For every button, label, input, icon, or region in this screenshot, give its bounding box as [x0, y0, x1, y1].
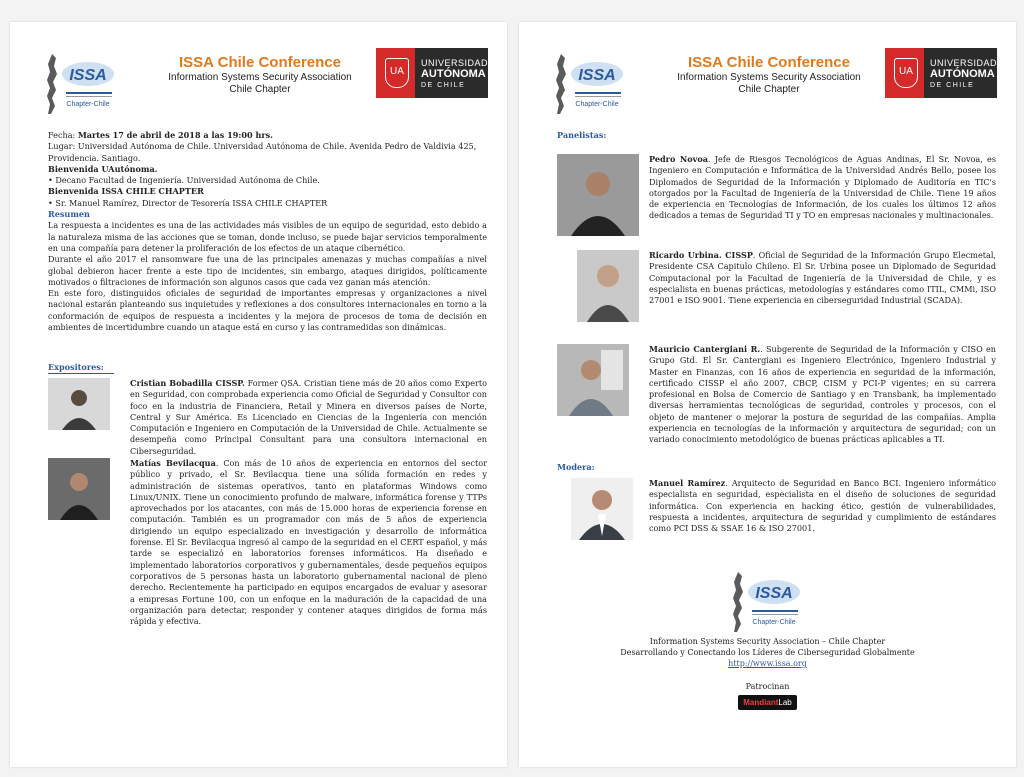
fecha-line: Fecha: Martes 17 de abril de 2018 a las 19:00 hrs.: [48, 130, 273, 140]
bienvenida-issa: Bienvenida ISSA CHILE CHAPTER: [48, 186, 204, 197]
panelist-bio: Pedro Novoa. Jefe de Riesgos Tecnológicos de Aguas Andinas, El Sr. Novoa, es Ingeniero en Computación e Informática de la Universidad Andrés Bello, posee los Diplomados de Seguridad de la Información y Diplomado de Auditoría en TIC's otorgados por la Facultad de Ingeniería de la Universidad de Chile. Tiene 19 años de experiencia en Tecnologías de Información, de los cuales los últimos 12 años dedicados a temas de Seguridad TI y TO en empresas nacionales y multinacionales.: [649, 154, 996, 221]
issa-chile-logo: [44, 52, 120, 118]
issa-chile-logo: [730, 570, 806, 636]
universidad-autonoma-logo: UA UNIVERSIDAD AUTÓNOMA DE CHILE: [376, 48, 488, 98]
universidad-autonoma-logo: UA UNIVERSIDAD AUTÓNOMA DE CHILE: [885, 48, 997, 98]
panelist-photo: [577, 250, 639, 322]
panelist-name: Ricardo Urbina. CISSP: [649, 250, 753, 260]
speaker-bio: Matías Bevilacqua. Con más de 10 años de experiencia en entornos del sector público y privado, el Sr. Bevilacqua tiene una sólida formación en redes y administración de sistemas operativos, tanto en plataformas Windows como Linux/UNIX. Tiene un conocimiento profundo de malware, informática forense y TTPs aprovechados por los atacantes, con más de 15.000 horas de experiencia forense en computación. También es un programador con más de 5 años de experiencia dirigiendo un equipo especializado en investigación y desarrollo de informática forense. El Sr. Bevilacqua ingresó al campo de la seguridad en el CERT español, y más tarde se especializó en laboratorios forenses informáticos. Ha diseñado e implementado laboratorios corporativos y gubernamentales, desde pequeños equipos corporativos de 5 personas hasta un laboratorio gubernamental nacional de pleno derecho. Recientemente ha participado en equipos encargados de evaluar y asesorar a empresas Fortune 100, con un enfoque en la maduración de la capacidad de una organización para detectar, responder y contener ataques dirigidos de forma más rápida y efectiva.: [130, 458, 487, 627]
chapter-name: Chile Chapter: [738, 84, 800, 95]
speaker-bio: Cristian Bobadilla CISSP. Former QSA. Cristian tiene más de 20 años como Experto en Seguridad, con comprobada experiencia como Oficial de Seguridad y Consultor con foco en la industria de Financiera, Retail y Minera en diversos países de Norte, Central y Sur América. Es Licenciado en Ciencias de la Ingeniería con mención Computación e Ingeniero en Computación de la Universidad de Chile. Actualmente se desempeña como Principal Consultant para una consultora internacional en Ciberseguridad.: [130, 378, 487, 456]
panelistas-heading: Panelistas:: [557, 130, 607, 140]
moderator-photo: [571, 478, 633, 540]
panelist-bio: Ricardo Urbina. CISSP. Oficial de Seguridad de la Información Grupo Elecmetal, Presidente CSA Capitulo Chileno. El Sr. Urbina posee un Diplomado de Seguridad Computacional por la Facultad de Ingeniería de la Universidad de Chile, y es especialista en buenas prácticas, metodologías y estándares como ITIL, CMMi, ISO 27001 e ISO 9001. Tiene experiencia en ciberseguridad Industrial (SCADA).: [649, 250, 996, 306]
footer-association: Information Systems Security Association – Chile Chapter: [649, 637, 886, 646]
document-page-left: [10, 22, 507, 767]
panelistas-section: [557, 130, 996, 141]
resumen-heading: Resumen: [48, 209, 90, 220]
panelist-name: Pedro Novoa: [649, 154, 708, 164]
speaker-card: [48, 458, 487, 658]
panelist-card: [557, 344, 996, 464]
panelist-bio: Mauricio Cantergiani R.. Subgerente de Seguridad de la Información y CISO en Grupo Gtd. El Sr. Cantergiani es Ingeniero Electrónico, Ingeniero Industrial y Master en Finanzas, con 16 años de experiencia en seguridad de la información, certificado CISSP el año 2007, CBCP, CISM y PCI-P vigentes; en su carrera profesional en Bolsa de Comercio de Santiago y en Transbank, ha implementado diversas herramientas tecnológicas de seguridad, controles y procesos, con el objeto de mantener o mejorar la postura de seguridad de las compañías. Amplia experiencia en tecnologías de la información y arquitectura de seguridad; con un variado conocimiento metodológico de buenas prácticas aplicables a TI.: [649, 344, 997, 445]
document-page-right: [519, 22, 1016, 767]
issa-chile-logo: [553, 52, 629, 118]
footer-tagline: Desarrollando y Conectando los Líderes de Ciberseguridad Globalmente: [620, 648, 915, 657]
association-name: Information Systems Security Association: [168, 72, 352, 83]
panelist-photo: [557, 344, 629, 416]
panelist-name: Mauricio Cantergiani R.: [649, 344, 761, 354]
bienvenida-ua: Bienvenida UAutónoma.: [48, 163, 158, 174]
svg-text:ISSA: ISSA: [578, 67, 616, 84]
speaker-photo: [48, 458, 110, 520]
moderator-name: Manuel Ramírez: [649, 478, 726, 488]
svg-text:Chapter-Chile: Chapter-Chile: [66, 101, 110, 108]
speaker-name: Matías Bevilacqua: [130, 458, 216, 468]
resumen-paragraph-2: Durante el año 2017 el ransomware fue una de las principales amenazas y muchas compañías a nivel global debieron hacer frente a este tipo de incidentes, sin embargo, ataques dirigidos, políticamente motivados o filtraciones de información son algunos casos que cada vez ganan más atención.: [48, 254, 487, 287]
page-header: [519, 46, 1016, 116]
svg-text:Chapter-Chile: Chapter-Chile: [751, 619, 796, 626]
panelist-photo: [557, 154, 639, 236]
decano-line: • Decano Facultad de Ingeniería. Universidad Autónoma de Chile.: [48, 175, 320, 186]
event-info: [48, 130, 487, 333]
speaker-photo: [48, 378, 110, 430]
modera-section: [557, 462, 996, 473]
footer: [519, 570, 1016, 710]
expositores-section: [48, 362, 487, 373]
speaker-card: [48, 378, 487, 458]
moderator-card: [557, 478, 996, 548]
ua-shield-icon: UA: [385, 58, 409, 88]
chapter-name: Chile Chapter: [229, 84, 291, 95]
association-name: Information Systems Security Association: [677, 72, 861, 83]
conference-title: ISSA Chile Conference: [688, 54, 850, 71]
conference-title-block: [659, 54, 879, 96]
ua-shield-icon: UA: [894, 58, 918, 88]
speaker-name: Cristian Bobadilla CISSP.: [130, 378, 245, 388]
patrocinan-label: Patrocinan: [745, 682, 790, 691]
svg-text:ISSA: ISSA: [69, 67, 107, 84]
svg-text:ISSA: ISSA: [754, 585, 793, 602]
panelist-card: [557, 154, 996, 244]
conference-title-block: [150, 54, 370, 96]
resumen-paragraph-1: La respuesta a incidentes es una de las actividades más visibles de un equipo de seguridad, esto debido a la naturaleza misma de las acciones que se toman, donde incluso, se puede bajar servicios temporalmente en una compañía para detener la proliferación de los efectos de un ataque cibernético.: [48, 220, 487, 253]
issa-website-link[interactable]: http://www.issa.org: [728, 659, 807, 668]
tesoreria-line: • Sr. Manuel Ramírez, Director de Tesorería ISSA CHILE CHAPTER: [48, 197, 328, 208]
svg-text:Chapter-Chile: Chapter-Chile: [575, 101, 619, 108]
expositores-heading: Expositores:: [48, 362, 104, 372]
moderator-bio: Manuel Ramírez. Arquitecto de Seguridad en Banco BCI. Ingeniero informático especialista en seguridad, especialista en el diseño de soluciones de seguridad informática. Con experiencia en hacking ético, gestión de vulnerabilidades, respuesta a incidentes, arquitectura de seguridad y cumplimiento de estándares como PCI DSS & SSAE 16 & ISO 27001.: [649, 478, 996, 534]
conference-title: ISSA Chile Conference: [179, 54, 341, 71]
panelist-card: [557, 250, 996, 340]
lugar-line: Lugar: Universidad Autónoma de Chile. Universidad Autónoma de Chile. Avenida Pedro de Valdivia 425, Providencia. Santiago.: [48, 141, 477, 163]
resumen-paragraph-3: En este foro, distinguidos oficiales de seguridad de importantes empresas y organizaciones a nivel nacional estarán planteando sus inquietudes y reflexiones a dos consultores internacionales en torno a la conformación de equipos de respuesta a incidentes y la mejora de procesos de toma de decisión en ambientes de incertidumbre cuando un ataque está en curso y las contramedidas son dinámicas.: [48, 288, 487, 333]
sponsor-logo: MandiantLab: [738, 695, 796, 710]
modera-heading: Modera:: [557, 462, 595, 472]
page-header: [10, 46, 507, 116]
